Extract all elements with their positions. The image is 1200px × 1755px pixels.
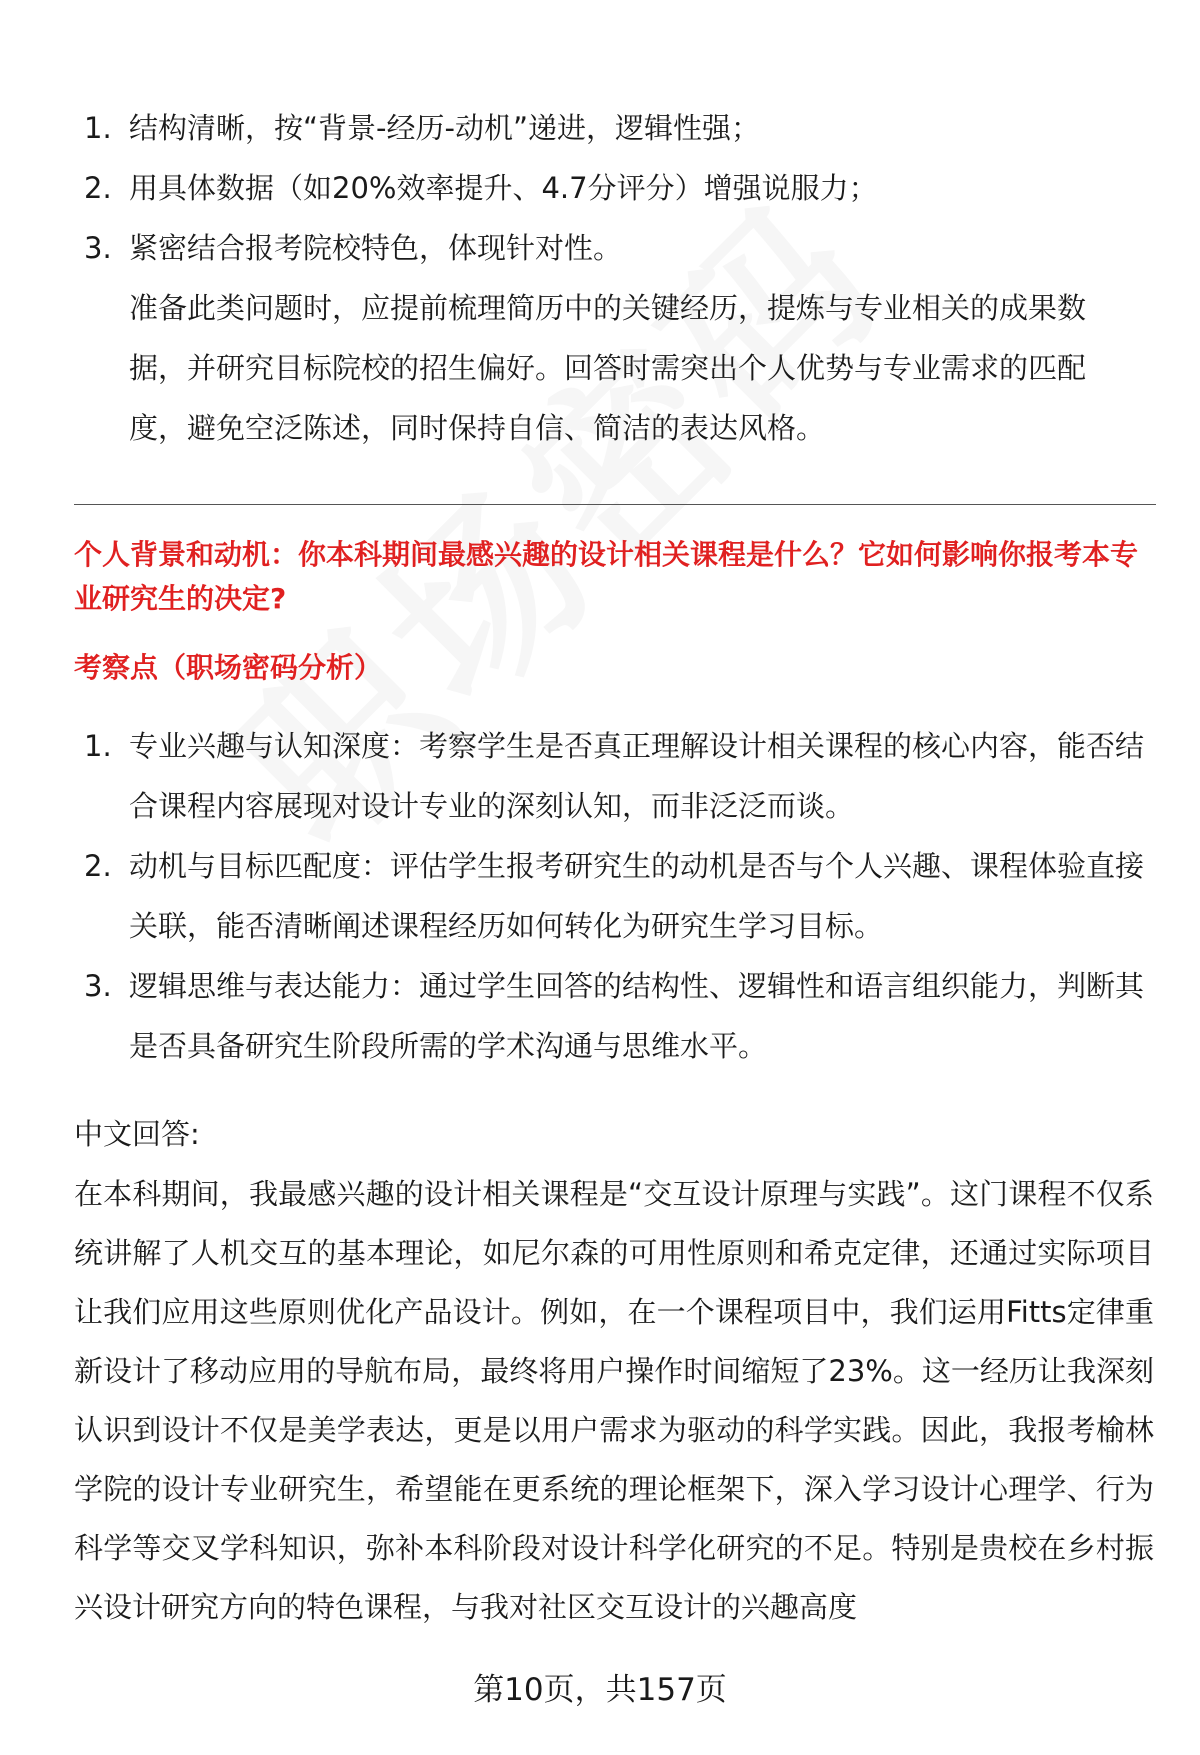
list-item: [84, 158, 1144, 218]
list-text: 动机与目标匹配度：评估学生报考研究生的动机是否与个人兴趣、课程体验直接关联，能否清晰阐述课程经历如何转化为研究生学习目标。: [129, 849, 1145, 943]
list-number: 2.: [84, 171, 112, 205]
assessment-points-list: [84, 716, 1144, 1076]
page-footer: 第10页，共157页: [473, 1672, 727, 1708]
list-text: 结构清晰，按“背景-经历-动机”递进，逻辑性强；: [129, 111, 760, 145]
list-item: [84, 836, 1144, 956]
list-number: 3.: [84, 969, 112, 1003]
list-number: 1.: [84, 111, 112, 145]
answer-label: 中文回答:: [74, 1117, 200, 1151]
question-heading: 个人背景和动机：你本科期间最感兴趣的设计相关课程是什么？它如何影响你报考本专业研究生的决定?: [74, 538, 1139, 615]
list-item: [84, 956, 1144, 1076]
list-text: 紧密结合报考院校特色，体现针对性。: [129, 231, 623, 265]
summary-paragraph: 准备此类问题时，应提前梳理简历中的关键经历，提炼与专业相关的成果数据，并研究目标院校的招生偏好。回答时需突出个人优势与专业需求的匹配度，避免空泛陈述，同时保持自信、简洁的表达风格。: [129, 291, 1087, 445]
list-number: 2.: [84, 849, 112, 883]
list-number: 1.: [84, 729, 112, 763]
list-text: 专业兴趣与认知深度：考察学生是否真正理解设计相关课程的核心内容，能否结合课程内容展现对设计专业的深刻认知，而非泛泛而谈。: [129, 729, 1145, 823]
summary-list: [84, 98, 1144, 278]
list-item: [84, 98, 1144, 158]
section-divider: [74, 504, 1156, 505]
list-text: 逻辑思维与表达能力：通过学生回答的结构性、逻辑性和语言组织能力，判断其是否具备研究生阶段所需的学术沟通与思维水平。: [129, 969, 1145, 1063]
list-number: 3.: [84, 231, 112, 265]
list-item: [84, 218, 1144, 278]
answer-paragraph: 在本科期间，我最感兴趣的设计相关课程是“交互设计原理与实践”。这门课程不仅系统讲解了人机交互的基本理论，如尼尔森的可用性原则和希克定律，还通过实际项目让我们应用这些原则优化产品设计。例如，在一个课程项目中，我们运用Fitts定律重新设计了移动应用的导航布局，最终将用户操作时间缩短了23%。这一经历让我深刻认识到设计不仅是美学表达，更是以用户需求为驱动的科学实践。因此，我报考榆林学院的设计专业研究生，希望能在更系统的理论框架下，深入学习设计心理学、行为科学等交叉学科知识，弥补本科阶段对设计科学化研究的不足。特别是贵校在乡村振兴设计研究方向的特色课程，与我对社区交互设计的兴趣高度: [74, 1177, 1154, 1624]
list-item: [84, 716, 1144, 836]
list-text: 用具体数据（如20%效率提升、4.7分评分）增强说服力；: [129, 171, 878, 205]
section-heading: 考察点（职场密码分析）: [74, 651, 383, 684]
